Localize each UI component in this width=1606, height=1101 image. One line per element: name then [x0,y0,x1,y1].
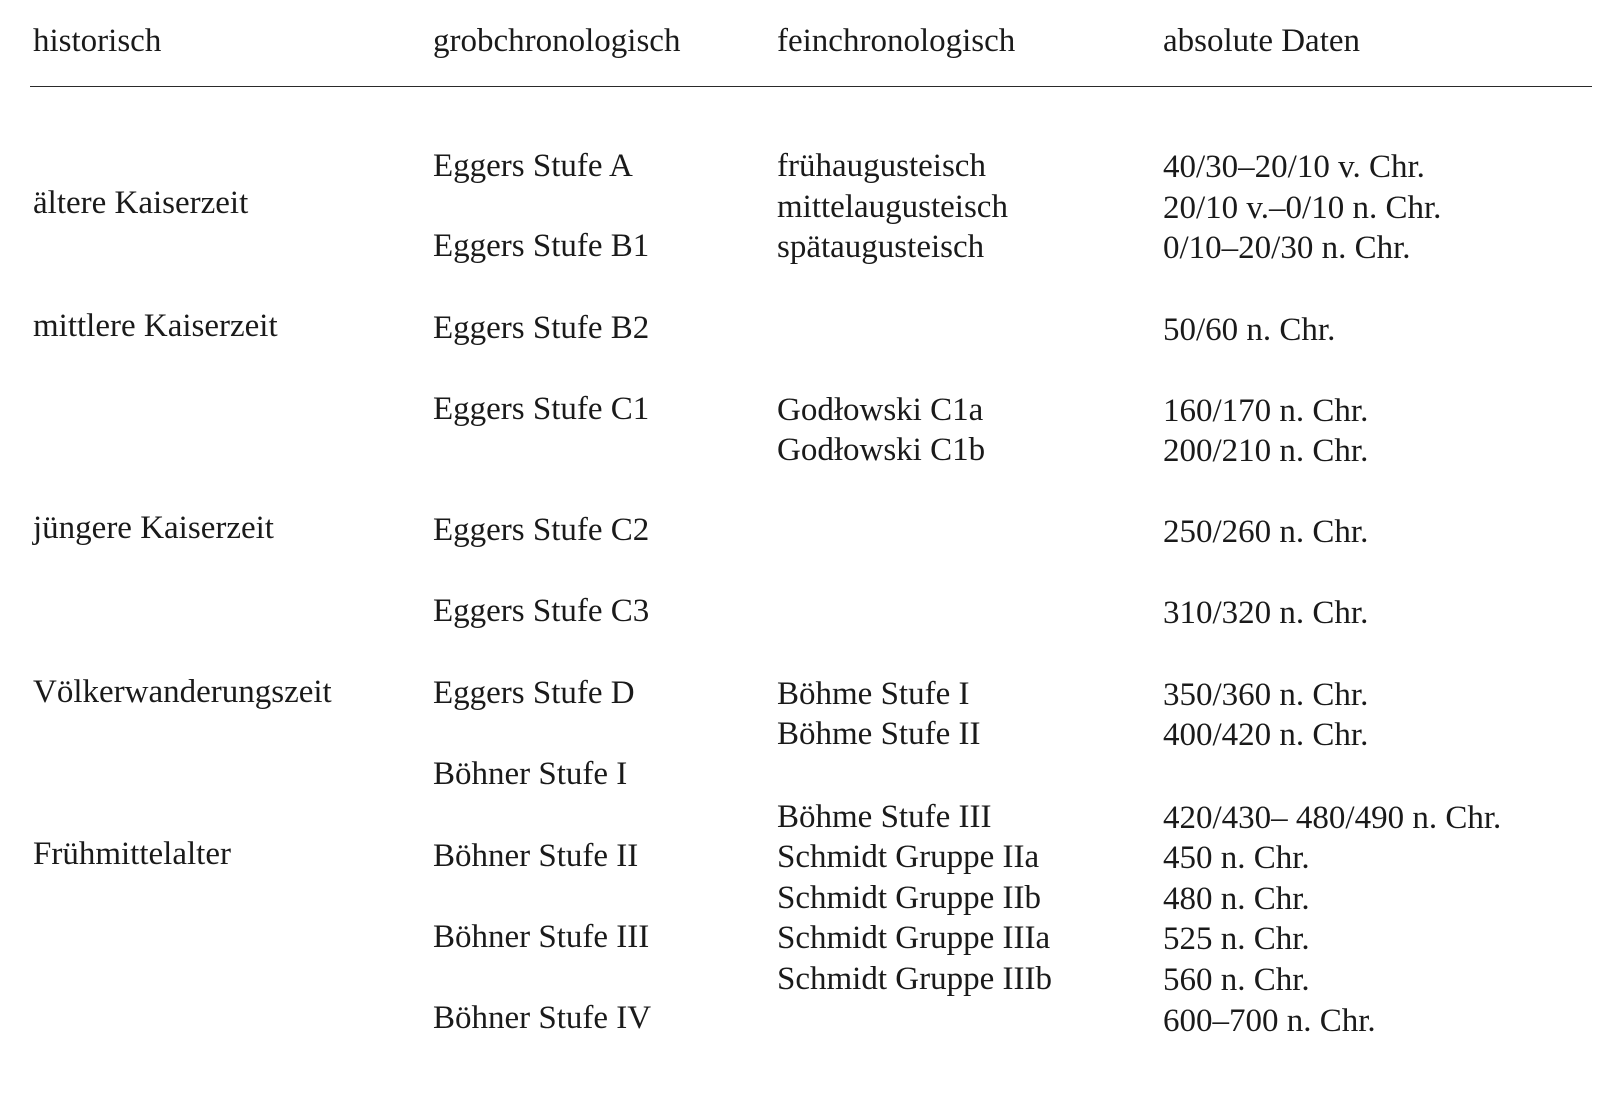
abs-date-16: 600–700 n. Chr. [1163,1003,1376,1039]
grob-boehner-2: Böhner Stufe II [433,838,639,874]
abs-date-4: 50/60 n. Chr. [1163,312,1336,348]
hist-aeltere-kaiserzeit: ältere Kaiserzeit [33,185,249,221]
fein-godlowski-c1a: Godłowski C1a [777,392,984,428]
header-grobchronologisch: grobchronologisch [433,23,681,59]
abs-date-10: 400/420 n. Chr. [1163,717,1369,753]
abs-date-2: 20/10 v.–0/10 n. Chr. [1163,190,1442,226]
fein-schmidt-2a: Schmidt Gruppe IIa [777,839,1040,875]
grob-eggers-d: Eggers Stufe D [433,675,635,711]
grob-eggers-c2: Eggers Stufe C2 [433,512,650,548]
abs-date-14: 525 n. Chr. [1163,921,1310,957]
grob-eggers-a: Eggers Stufe A [433,148,633,184]
fein-schmidt-3b: Schmidt Gruppe IIIb [777,961,1052,997]
abs-date-8: 310/320 n. Chr. [1163,595,1369,631]
abs-date-1: 40/30–20/10 v. Chr. [1163,149,1425,185]
grob-boehner-1: Böhner Stufe I [433,756,628,792]
header-historisch: historisch [33,23,162,59]
hist-voelkerwanderungszeit: Völkerwanderungszeit [33,674,332,710]
header-feinchronologisch: feinchronologisch [777,23,1016,59]
fein-boehme-3: Böhme Stufe III [777,799,992,835]
header-absolute-daten: absolute Daten [1163,23,1361,59]
grob-boehner-4: Böhner Stufe IV [433,1000,652,1036]
fein-fruehaugusteisch: frühaugusteisch [777,148,986,184]
hist-fruehmittelalter: Frühmittelalter [33,836,231,872]
abs-date-13: 480 n. Chr. [1163,881,1310,917]
abs-date-9: 350/360 n. Chr. [1163,677,1369,713]
grob-boehner-3: Böhner Stufe III [433,919,650,955]
fein-mittelaugusteisch: mittelaugusteisch [777,189,1008,225]
abs-date-5: 160/170 n. Chr. [1163,393,1369,429]
fein-boehme-1: Böhme Stufe I [777,676,970,712]
grob-eggers-b2: Eggers Stufe B2 [433,310,650,346]
abs-date-15: 560 n. Chr. [1163,962,1310,998]
hist-mittlere-kaiserzeit: mittlere Kaiserzeit [33,308,278,344]
header-divider [30,86,1592,87]
fein-godlowski-c1b: Godłowski C1b [777,432,986,468]
grob-eggers-c3: Eggers Stufe C3 [433,593,650,629]
hist-juengere-kaiserzeit: jüngere Kaiserzeit [33,510,274,546]
fein-spaetaugusteisch: spätaugusteisch [777,229,985,265]
abs-date-11: 420/430– 480/490 n. Chr. [1163,800,1502,836]
abs-date-12: 450 n. Chr. [1163,840,1310,876]
grob-eggers-b1: Eggers Stufe B1 [433,228,650,264]
grob-eggers-c1: Eggers Stufe C1 [433,391,650,427]
abs-date-3: 0/10–20/30 n. Chr. [1163,230,1411,266]
abs-date-6: 200/210 n. Chr. [1163,433,1369,469]
fein-schmidt-3a: Schmidt Gruppe IIIa [777,920,1051,956]
fein-boehme-2: Böhme Stufe II [777,716,981,752]
fein-schmidt-2b: Schmidt Gruppe IIb [777,880,1041,916]
abs-date-7: 250/260 n. Chr. [1163,514,1369,550]
